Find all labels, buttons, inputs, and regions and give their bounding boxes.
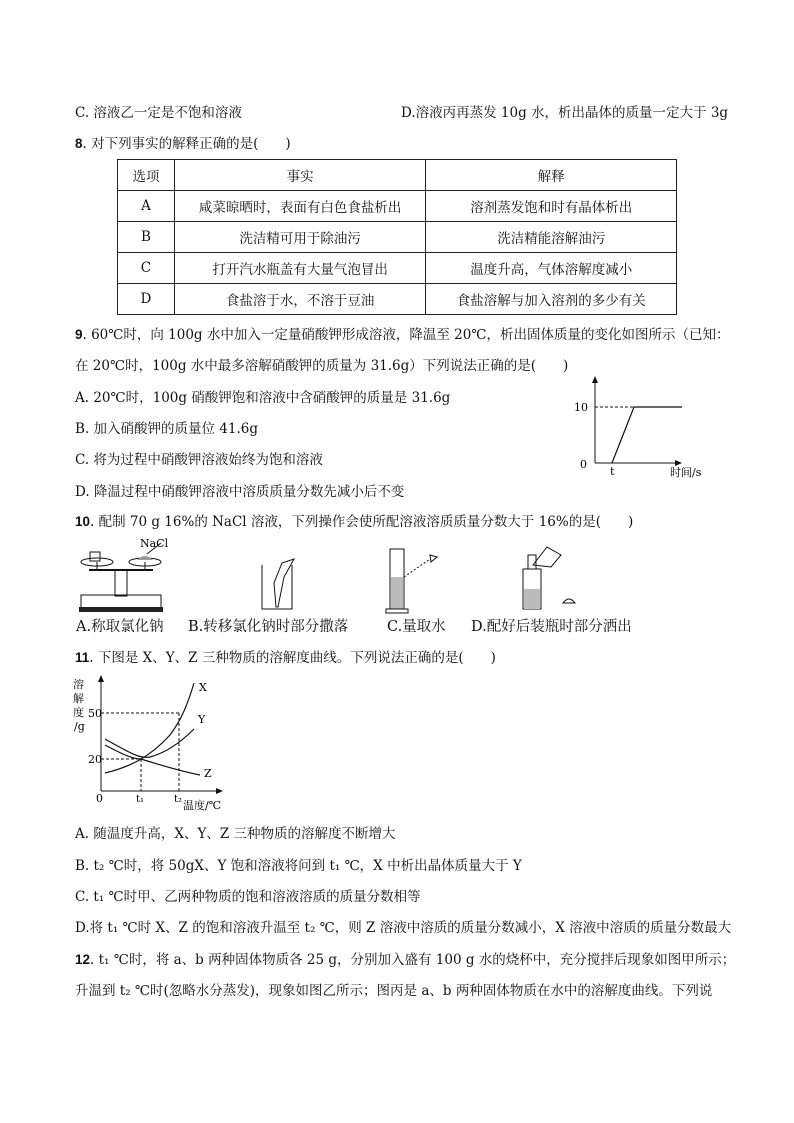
q10-caption-d: D.配好后装瓶时部分洒出 bbox=[471, 619, 632, 635]
table-row bbox=[118, 284, 677, 315]
q9-number: 9 bbox=[75, 327, 83, 342]
q9-option-b: B. 加入硝酸钾的质量位 41.6g bbox=[75, 421, 258, 437]
table-header-cell: 解释 bbox=[426, 160, 677, 191]
table-cell: 咸菜晾晒时，表面有白色食盐析出 bbox=[174, 191, 426, 222]
balance-base bbox=[81, 595, 161, 609]
q11-option-a: A. 随温度升高，X、Y、Z 三种物质的溶解度不断增大 bbox=[75, 826, 396, 842]
balance-pillar bbox=[115, 570, 127, 596]
q12-stem-line1 bbox=[75, 951, 735, 969]
q9-option-d: D. 降温过程中硝酸钾溶液中溶质质量分数先减小后不变 bbox=[75, 484, 405, 500]
q10-caption-c: C.量取水 bbox=[387, 619, 446, 635]
q10-number: 10 bbox=[75, 514, 91, 529]
curve-z bbox=[105, 745, 200, 775]
q11-solubility-graph bbox=[70, 673, 230, 813]
q11-stem bbox=[75, 649, 496, 667]
table-header-cell: 事实 bbox=[174, 160, 426, 191]
q11-option-c: C. t₁ ℃时甲、乙两种物质的饱和溶液溶质的质量分数相等 bbox=[75, 889, 421, 905]
table-header-row bbox=[118, 160, 677, 191]
q7-option-d: D.溶液丙再蒸发 10g 水，析出晶体的质量一定大于 3g bbox=[401, 105, 729, 121]
bottle-illustration bbox=[517, 545, 577, 615]
curve-label-z: Z bbox=[204, 767, 212, 780]
table-cell: 食盐溶解与加入溶剂的多少有关 bbox=[426, 284, 677, 315]
y-tick-label: 10 bbox=[574, 401, 588, 414]
q10-stem-text: . 配制 70 g 16%的 NaCl 溶液，下列操作会使所配溶液溶质质量分数大于 16%的是( ) bbox=[90, 514, 634, 530]
table-cell: 溶剂蒸发饱和时有晶体析出 bbox=[426, 191, 677, 222]
q9-option-a: A. 20℃时，100g 硝酸钾饱和溶液中含硝酸钾的质量是 31.6g bbox=[75, 390, 451, 406]
origin-label: 0 bbox=[96, 792, 103, 805]
y-label-char: /g bbox=[74, 720, 85, 733]
x-tick-t1: t₁ bbox=[136, 794, 145, 805]
table-header-cell: 选项 bbox=[118, 160, 175, 191]
q9-stem-line2: 在 20℃时，100g 水中最多溶解硝酸钾的质量为 31.6g）下列说法正确的是( ) bbox=[75, 358, 569, 374]
q8-stem-text: . 对下列事实的解释正确的是( ) bbox=[82, 136, 291, 152]
table-row bbox=[118, 191, 677, 222]
q12-number: 12 bbox=[75, 952, 91, 967]
balance-foot bbox=[79, 607, 163, 612]
q9-stem-text: . 60℃时，向 100g 水中加入一定量硝酸钾形成溶液，降温至 20℃，析出固体质量的变化如图所示（已知： bbox=[82, 327, 730, 343]
q8-stem bbox=[75, 135, 291, 153]
x-axis-label: 时间/s bbox=[670, 466, 702, 479]
table-cell: 食盐溶于水，不溶于豆油 bbox=[174, 284, 426, 315]
q10-stem bbox=[75, 513, 633, 531]
precipitate-curve bbox=[612, 407, 682, 463]
curve-label-y: Y bbox=[198, 713, 206, 726]
table-cell: B bbox=[118, 222, 175, 253]
cylinder-liquid bbox=[391, 577, 403, 609]
paper-funnel bbox=[274, 559, 294, 607]
origin-label: 0 bbox=[580, 458, 587, 471]
nacl-label: NaCl bbox=[140, 537, 169, 550]
eye-marker bbox=[430, 555, 437, 562]
y-axis-arrow bbox=[592, 376, 598, 383]
cylinder-base bbox=[386, 609, 408, 613]
table-row bbox=[118, 253, 677, 284]
table-cell: 洗洁精可用于除油污 bbox=[174, 222, 426, 253]
x-axis-arrow bbox=[216, 788, 223, 794]
table-row bbox=[118, 222, 677, 253]
pouring-beaker bbox=[533, 547, 561, 567]
q9-option-c: C. 将为过程中硝酸钾溶液始终为饱和溶液 bbox=[75, 452, 323, 468]
cylinder-illustration bbox=[385, 547, 445, 617]
q11-option-b: B. t₂ ℃时，将 50gX、Y 饱和溶液将问到 t₁ ℃，X 中析出晶体质量大于 Y bbox=[75, 858, 522, 874]
weight bbox=[90, 552, 100, 561]
sight-line bbox=[404, 559, 430, 577]
x-axis-label: 温度/℃ bbox=[183, 799, 222, 812]
table-cell: 洗洁精能溶解油污 bbox=[426, 222, 677, 253]
table-cell: 温度升高，气体溶解度减小 bbox=[426, 253, 677, 284]
q9-precipitate-graph bbox=[560, 378, 710, 478]
balance-illustration bbox=[75, 537, 170, 615]
y-tick-50: 50 bbox=[88, 707, 102, 720]
table-cell: C bbox=[118, 253, 175, 284]
table-cell: D bbox=[118, 284, 175, 315]
q8-facts-table bbox=[117, 159, 677, 315]
y-label-char: 度 bbox=[73, 706, 84, 719]
table-cell: A bbox=[118, 191, 175, 222]
t-mark-label: t bbox=[610, 465, 615, 478]
table-cell: 打开汽水瓶盖有大量气泡冒出 bbox=[174, 253, 426, 284]
bottle-liquid bbox=[524, 589, 540, 609]
x-tick-t2: t₂ bbox=[174, 794, 183, 805]
stopper bbox=[563, 599, 575, 603]
q10-caption-b: B.转移氯化钠时部分撒落 bbox=[188, 619, 349, 635]
q11-number: 11 bbox=[75, 650, 90, 665]
q12-stem-text: . t₁ ℃时，将 a、b 两种固体物质各 25 g，分别加入盛有 100 g 水的烧杯中，充分搅拌后现象如图甲所示； bbox=[90, 952, 736, 968]
beaker-illustration bbox=[258, 553, 298, 613]
salt-pile bbox=[137, 556, 153, 560]
q11-option-d: D.将 t₁ ℃时 X、Z 的饱和溶液升温至 t₂ ℃，则 Z 溶液中溶质的质量分数减小，X 溶液中溶质的质量分数最大 bbox=[75, 920, 732, 936]
q12-stem-line2: 升温到 t₂ ℃时(忽略水分蒸发)，现象如图乙所示；图丙是 a、b 两种固体物质在水中的溶解度曲线。下列说 bbox=[75, 983, 713, 999]
q11-stem-text: . 下图是 X、Y、Z 三种物质的溶解度曲线。下列说法正确的是( ) bbox=[89, 650, 496, 666]
y-label-char: 溶 bbox=[73, 678, 84, 691]
q7-option-c: C. 溶液乙一定是不饱和溶液 bbox=[75, 105, 242, 121]
curve-label-x: X bbox=[199, 681, 207, 694]
q9-stem-line1 bbox=[75, 326, 729, 344]
y-axis-arrow bbox=[98, 675, 104, 682]
q8-number: 8 bbox=[75, 136, 83, 151]
y-label-char: 解 bbox=[73, 692, 84, 705]
y-tick-20: 20 bbox=[88, 753, 102, 766]
q10-caption-a: A.称取氯化钠 bbox=[76, 619, 164, 635]
